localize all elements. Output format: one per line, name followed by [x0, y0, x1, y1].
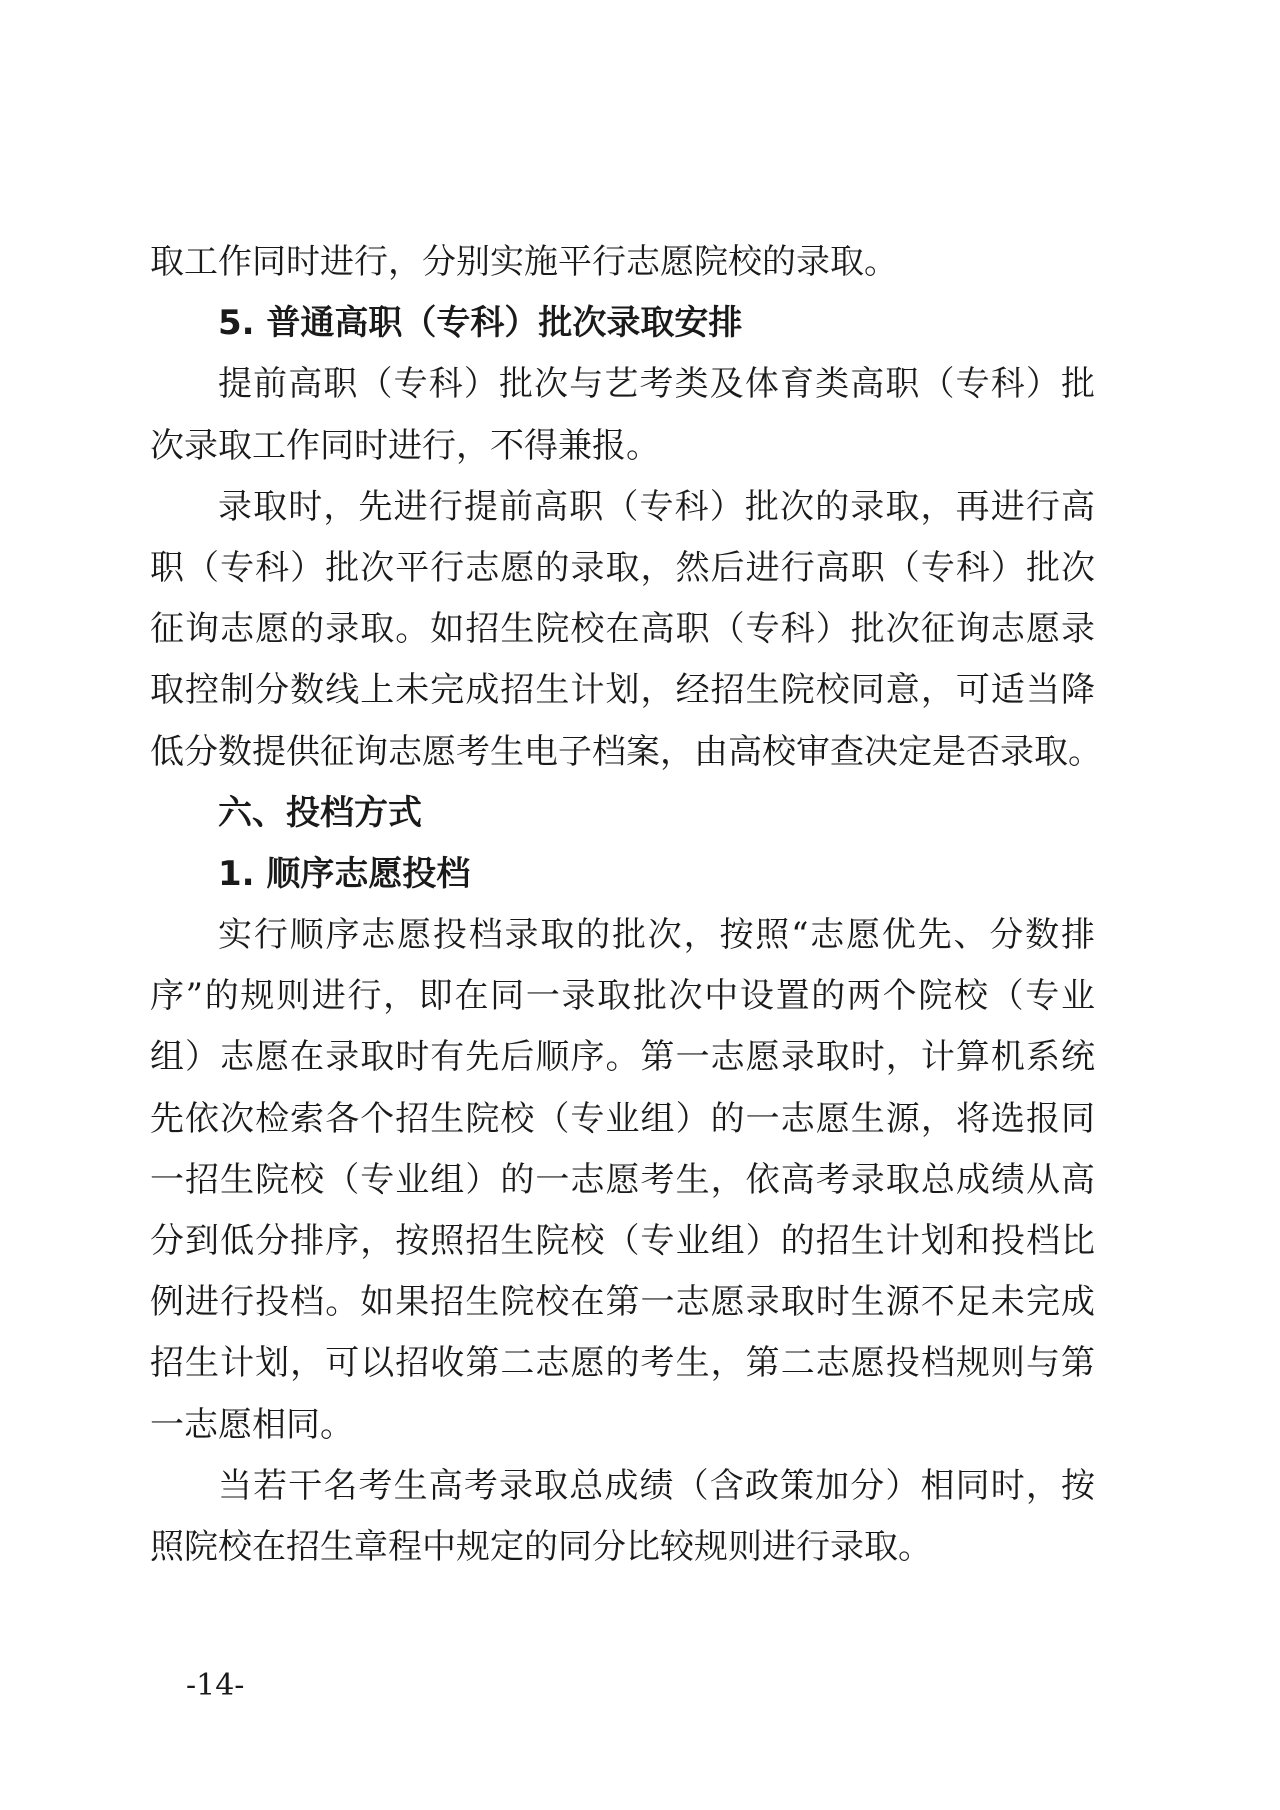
- document-body: [150, 232, 1102, 1578]
- paragraph-line: 分到低分排序，按照招生院校（专业组）的招生计划和投档比: [150, 1221, 1095, 1261]
- paragraph-line: 低分数提供征询志愿考生电子档案，由高校审查决定是否录取。: [150, 731, 1102, 772]
- paragraph-line: 取控制分数线上未完成招生计划，经招生院校同意，可适当降: [150, 670, 1095, 711]
- section-heading-5: 5. 普通高职（专科）批次录取安排: [218, 303, 743, 344]
- paragraph-line: 招生计划，可以招收第二志愿的考生，第二志愿投档规则与第: [150, 1343, 1095, 1384]
- paragraph-line: 当若干名考生高考录取总成绩（含政策加分）相同时，按: [218, 1465, 1095, 1506]
- subsection-heading-1: 1. 顺序志愿投档: [218, 853, 471, 894]
- paragraph-line: 取工作同时进行，分别实施平行志愿院校的录取。: [150, 242, 898, 282]
- paragraph-line: 先依次检索各个招生院校（专业组）的一志愿生源，将选报同: [150, 1098, 1095, 1139]
- paragraph-line: 一志愿相同。: [150, 1404, 354, 1445]
- paragraph-line: 职（专科）批次平行志愿的录取，然后进行高职（专科）批次: [150, 547, 1095, 588]
- paragraph-line: 实行顺序志愿投档录取的批次，按照“志愿优先、分数排: [218, 915, 1095, 956]
- paragraph-line: 征询志愿的录取。如招生院校在高职（专科）批次征询志愿录: [150, 609, 1095, 650]
- paragraph-line: 一招生院校（专业组）的一志愿考生，依高考录取总成绩从高: [150, 1159, 1095, 1200]
- paragraph-line: 序”的规则进行，即在同一录取批次中设置的两个院校（专业: [150, 976, 1095, 1017]
- paragraph-line: 提前高职（专科）批次与艺考类及体育类高职（专科）批: [218, 364, 1095, 405]
- section-heading-6: 六、投档方式: [218, 792, 422, 833]
- paragraph-line: 录取时，先进行提前高职（专科）批次的录取，再进行高: [218, 486, 1095, 527]
- paragraph-line: 组）志愿在录取时有先后顺序。第一志愿录取时，计算机系统: [150, 1037, 1095, 1078]
- paragraph-line: 照院校在招生章程中规定的同分比较规则进行录取。: [150, 1526, 932, 1567]
- paragraph-line: 次录取工作同时进行，不得兼报。: [150, 425, 660, 466]
- page-number: -14-: [186, 1668, 245, 1703]
- paragraph-line: 例进行投档。如果招生院校在第一志愿录取时生源不足未完成: [150, 1282, 1095, 1323]
